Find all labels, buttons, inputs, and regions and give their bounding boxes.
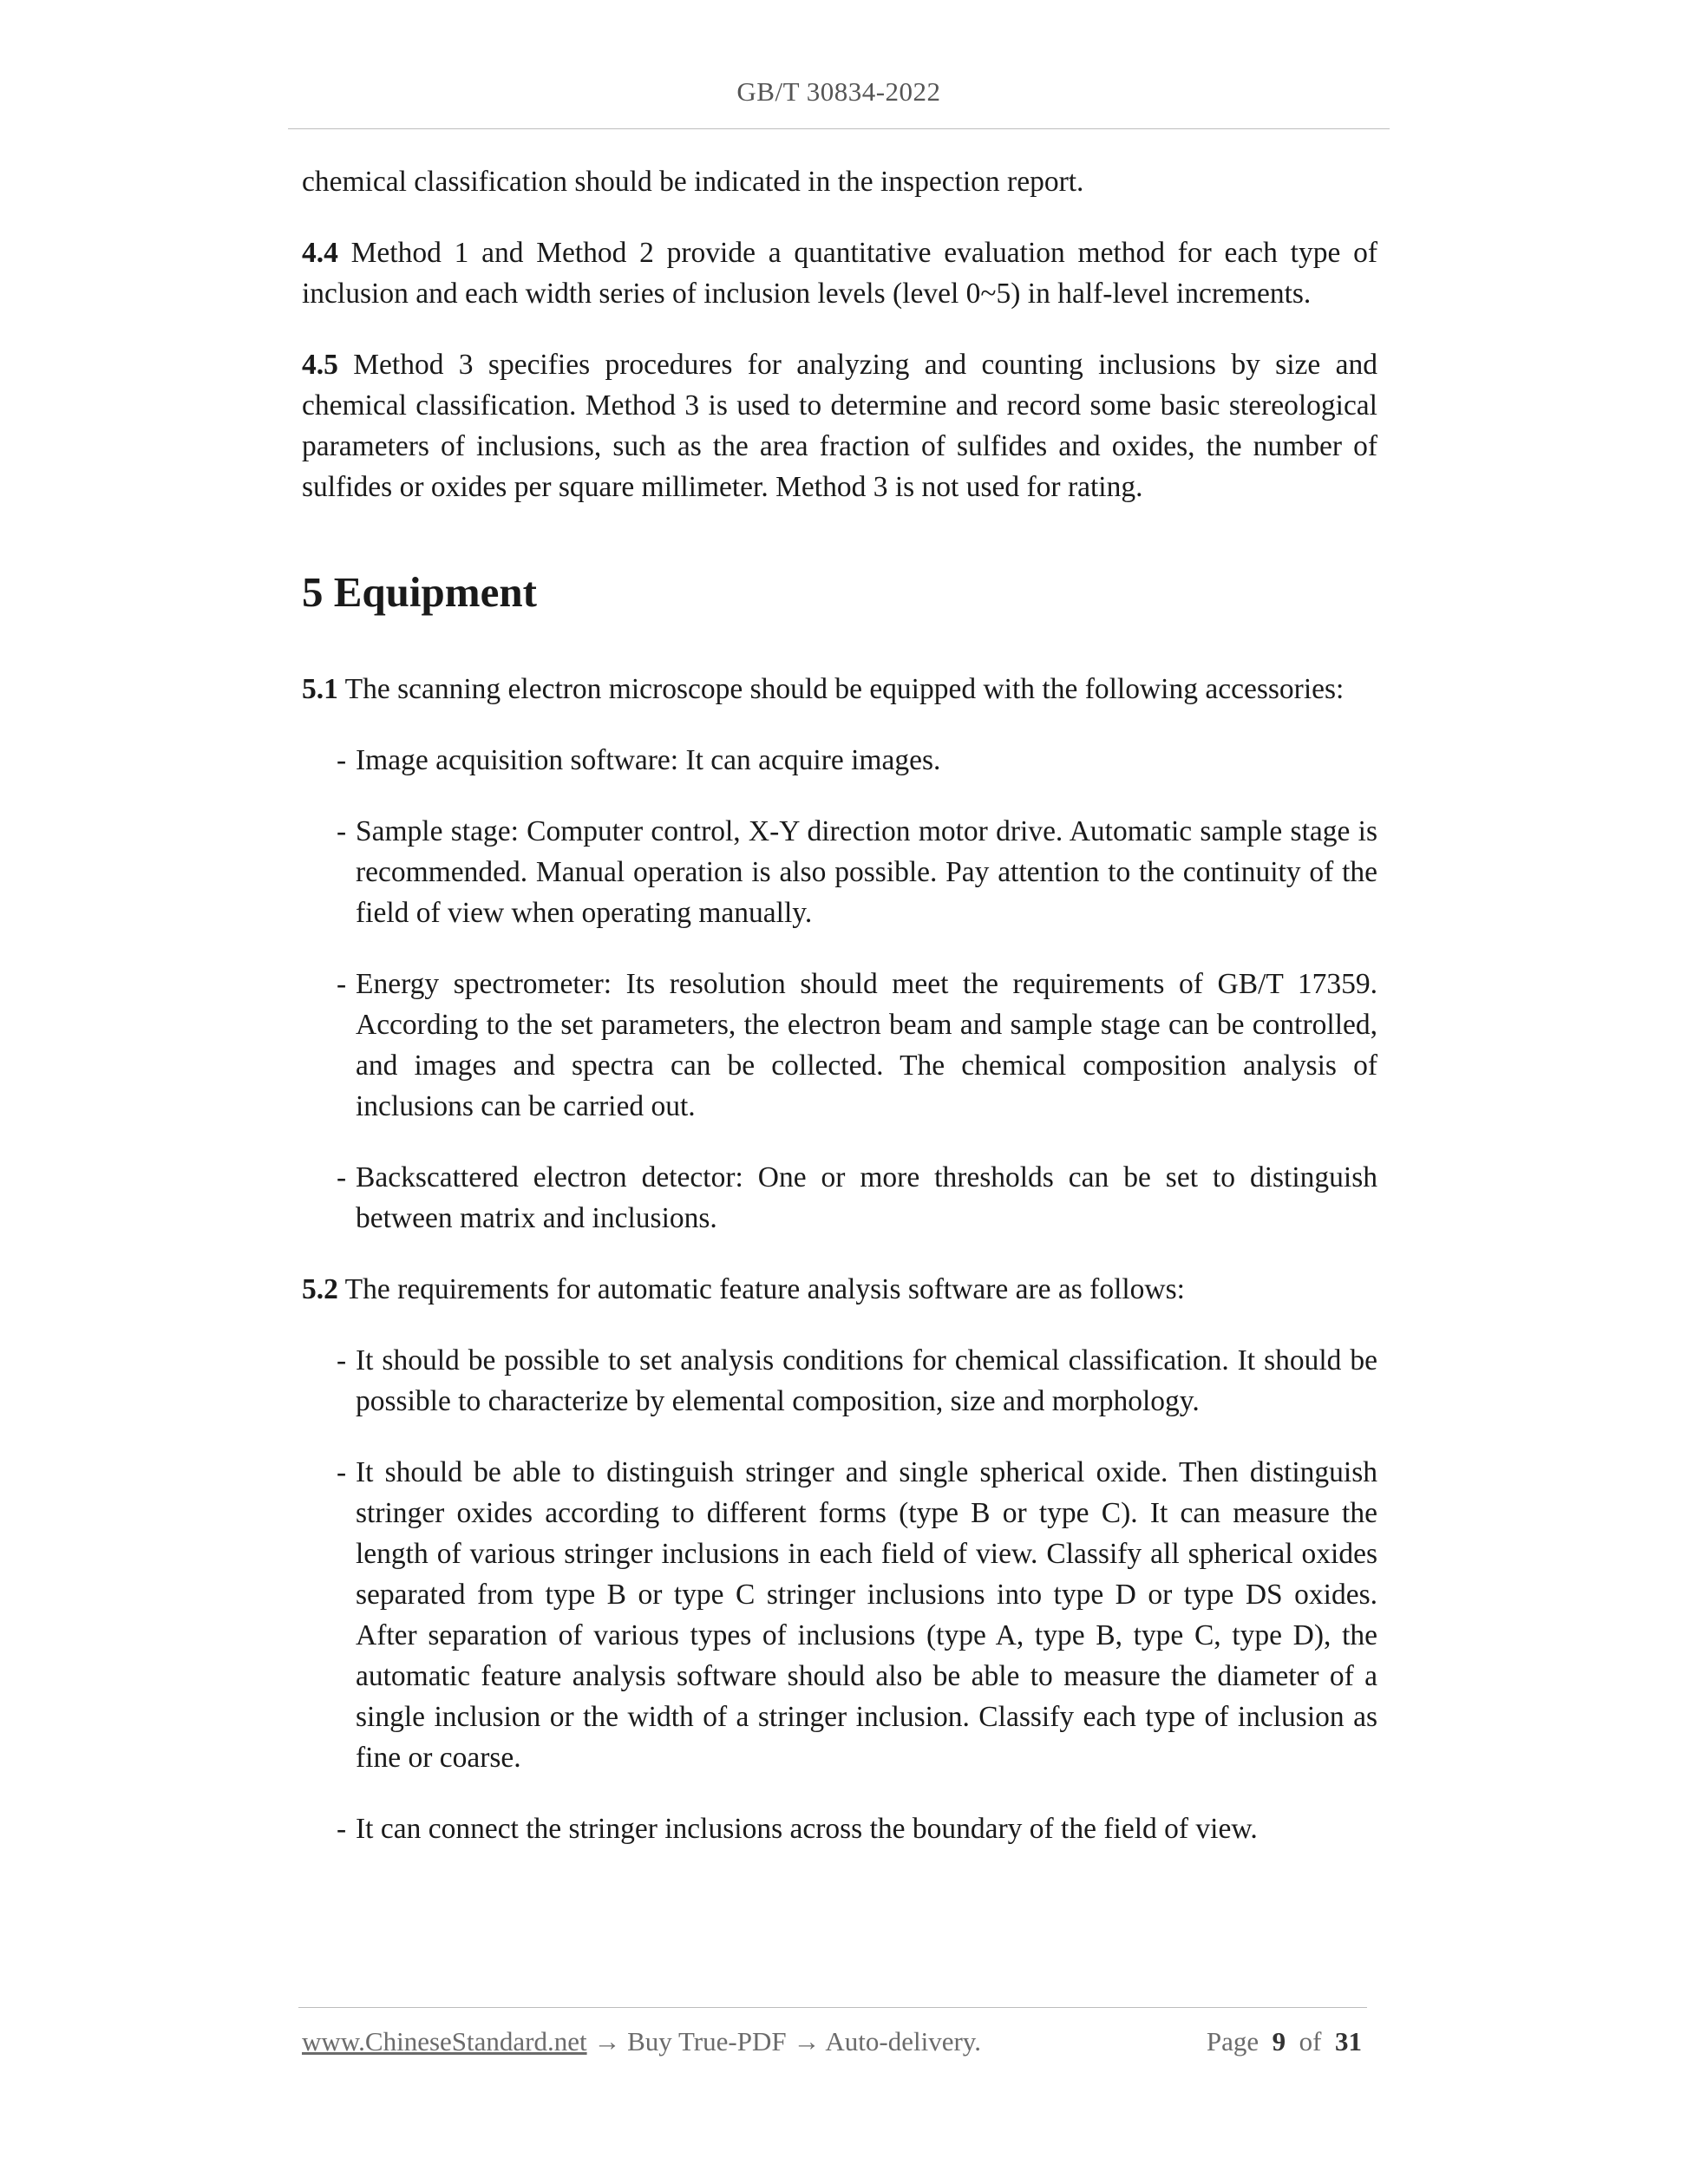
- list-item-text: Image acquisition software: It can acquire images.: [356, 744, 941, 776]
- paragraph-text: chemical classification should be indicated in the inspection report.: [302, 166, 1084, 198]
- of-label: of: [1299, 2026, 1322, 2056]
- page-indicator: [1207, 2026, 1362, 2057]
- list-dash: -: [337, 1161, 347, 1193]
- clause-4-5: [302, 344, 1377, 507]
- clause-5-2: [302, 1269, 1377, 1310]
- list-dash: -: [337, 744, 347, 776]
- list-item: [337, 1340, 1377, 1422]
- page-footer: [302, 2026, 1362, 2057]
- list-item-text: It should be possible to set analysis conditions for chemical classification. It should be possible to characterize by elemental composition, size and morphology.: [356, 1344, 1377, 1417]
- clause-4-4: [302, 232, 1377, 314]
- list-item-text: Backscattered electron detector: One or more thresholds can be set to distinguish between matrix and inclusions.: [356, 1161, 1377, 1234]
- footer-promo: [302, 2026, 981, 2057]
- list-item-text: Sample stage: Computer control, X-Y direction motor drive. Automatic sample stage is recommended. Manual operation is also possible. Pay attention to the continuity of the field of view when operating manually.: [356, 815, 1377, 929]
- list-item: [337, 1452, 1377, 1778]
- clause-text: Method 3 specifies procedures for analyzing and counting inclusions by size and chemical classification. Method 3 is used to determine and record some basic stereological parameters of inclusions, such as the area fraction of sulfides and oxides, the number of sulfides or oxides per square millimeter. Method 3 is not used for rating.: [302, 349, 1377, 503]
- list-item-text: It can connect the stringer inclusions across the boundary of the field of view.: [356, 1813, 1258, 1845]
- list-item: [337, 740, 1377, 781]
- page-number: 9: [1272, 2026, 1286, 2056]
- list-dash: -: [337, 1813, 347, 1845]
- clause-text: The scanning electron microscope should be equipped with the following accessories:: [337, 673, 1345, 705]
- arrow-right-icon: →: [786, 2026, 826, 2056]
- page-header-title: GB/T 30834-2022: [736, 76, 941, 107]
- paragraph-continuation: [302, 161, 1377, 202]
- list-dash: -: [337, 968, 347, 1000]
- arrow-right-icon: →: [586, 2026, 628, 2056]
- website-link[interactable]: www.ChineseStandard.net: [302, 2026, 587, 2056]
- clause-5-1: [302, 669, 1377, 709]
- list-item: [337, 1808, 1377, 1849]
- page-label: Page: [1206, 2026, 1259, 2056]
- list-dash: -: [337, 1456, 347, 1488]
- clause-text: The requirements for automatic feature analysis software are as follows:: [337, 1273, 1185, 1305]
- clause-number: 5.1: [302, 673, 338, 705]
- clause-number: 4.4: [302, 237, 338, 269]
- header-divider: [288, 128, 1390, 129]
- clause-number: 4.5: [302, 349, 338, 381]
- list-item: [337, 811, 1377, 933]
- section-heading-equipment: 5 Equipment: [302, 568, 537, 616]
- buy-true-pdf-text: Buy True-PDF: [627, 2026, 787, 2056]
- total-pages: 31: [1335, 2026, 1362, 2056]
- list-item: [337, 964, 1377, 1127]
- list-dash: -: [337, 1344, 347, 1376]
- footer-divider: [298, 2007, 1367, 2008]
- list-item: [337, 1157, 1377, 1239]
- page-content: [302, 161, 1377, 1880]
- clause-text: Method 1 and Method 2 provide a quantitative evaluation method for each type of inclusion and each width series of inclusion levels (level 0~5) in half-level increments.: [302, 237, 1377, 310]
- list-dash: -: [337, 815, 347, 847]
- auto-delivery-text: Auto-delivery.: [825, 2026, 982, 2056]
- list-item-text: Energy spectrometer: Its resolution should meet the requirements of GB/T 17359. According to the set parameters, the electron beam and sample stage can be controlled, and images and spectra can be collected. The chemical composition analysis of inclusions can be carried out.: [356, 968, 1377, 1122]
- list-item-text: It should be able to distinguish stringer and single spherical oxide. Then distinguish stringer oxides according to different forms (type B or type C). It can measure the length of various stringer inclusions in each field of view. Classify all spherical oxides separated from type B or type C stringer inclusions into type D or type DS oxides. After separation of various types of inclusions (type A, type B, type C, type D), the automatic feature analysis software should also be able to measure the diameter of a single inclusion or the width of a stringer inclusion. Classify each type of inclusion as fine or coarse.: [356, 1456, 1377, 1774]
- clause-number: 5.2: [302, 1273, 338, 1305]
